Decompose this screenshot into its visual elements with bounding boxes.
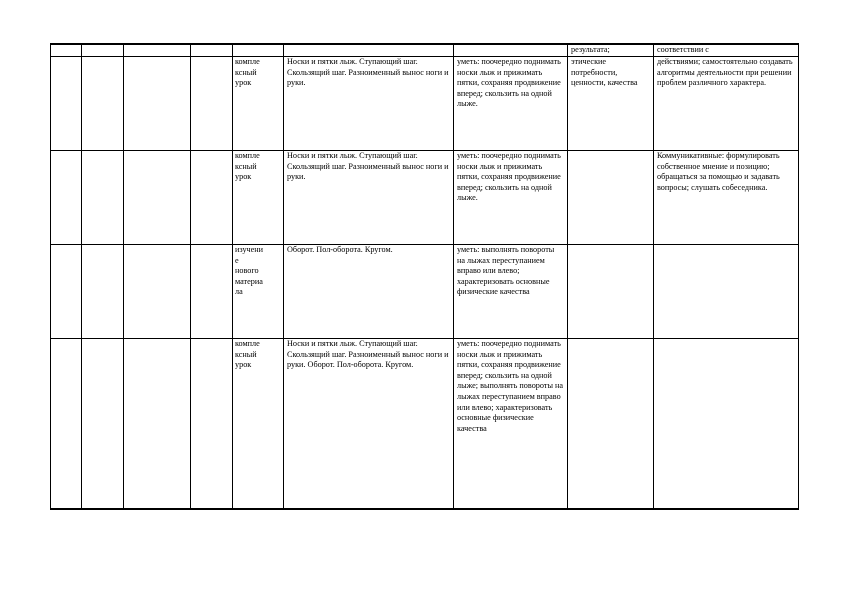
meta-results-cell [654, 151, 799, 245]
date-fact-cell [191, 339, 233, 510]
content-cell [284, 245, 454, 339]
skills-cell [454, 44, 568, 57]
lesson-plan-table [50, 43, 799, 510]
date-plan-cell [82, 339, 124, 510]
number-cell [51, 339, 82, 510]
skills-text: уметь: поочередно поднимать носки лыж и прижимать пятки, сохраняя продвижение вперед; скользить на одной лыже. [457, 151, 561, 203]
lesson-type-cell [233, 339, 284, 510]
date-fact-cell [191, 151, 233, 245]
meta-results-cell [654, 44, 799, 57]
content-cell [284, 44, 454, 57]
skills-cell [454, 245, 568, 339]
date-plan-cell [82, 151, 124, 245]
topic-cell [124, 57, 191, 151]
meta-results-text: Коммуникативные: формулировать собственное мнение и позицию; обращаться за помощью и задавать вопросы; слушать собеседника. [657, 151, 780, 192]
content-text: Носки и пятки лыж. Ступающий шаг. Скользящий шаг. Разноименный вынос ноги и руки. [287, 151, 449, 182]
personal-results-text: результата; [571, 45, 610, 54]
meta-results-text: соответствии с [657, 45, 709, 54]
topic-cell [124, 151, 191, 245]
topic-cell [124, 339, 191, 510]
number-cell [51, 151, 82, 245]
skills-cell [454, 151, 568, 245]
skills-text: уметь: выполнять повороты на лыжах переступанием вправо или влево; характеризовать основные физические качества [457, 245, 555, 297]
content-cell [284, 339, 454, 510]
personal-results-text: этические потребности, ценности, качества [571, 57, 638, 88]
content-text: Носки и пятки лыж. Ступающий шаг. Скользящий шаг. Разноименный вынос ноги и руки. Оборот. Пол-оборота. Кругом. [287, 339, 449, 370]
topic-cell [124, 245, 191, 339]
skills-cell [454, 57, 568, 151]
number-cell [51, 245, 82, 339]
lesson-type-text: компле ксный урок [235, 151, 260, 182]
personal-results-cell [568, 339, 654, 510]
table-row [51, 245, 799, 339]
number-cell [51, 44, 82, 57]
table-row [51, 339, 799, 510]
lesson-type-cell [233, 245, 284, 339]
personal-results-cell [568, 151, 654, 245]
table-row [51, 151, 799, 245]
number-cell [51, 57, 82, 151]
skills-text: уметь: поочередно поднимать носки лыж и прижимать пятки, сохраняя продвижение вперед; скользить на одной лыже. [457, 57, 561, 109]
content-text: Носки и пятки лыж. Ступающий шаг. Скользящий шаг. Разноименный вынос ноги и руки. [287, 57, 449, 88]
table-row [51, 57, 799, 151]
topic-cell [124, 44, 191, 57]
meta-results-cell [654, 245, 799, 339]
personal-results-cell [568, 245, 654, 339]
meta-results-cell [654, 57, 799, 151]
lesson-type-cell [233, 57, 284, 151]
skills-cell [454, 339, 568, 510]
content-cell [284, 57, 454, 151]
lesson-type-text: компле ксный урок [235, 339, 260, 370]
personal-results-cell [568, 57, 654, 151]
date-fact-cell [191, 245, 233, 339]
date-plan-cell [82, 57, 124, 151]
date-plan-cell [82, 44, 124, 57]
lesson-type-cell [233, 44, 284, 57]
lesson-type-text: компле ксный урок [235, 57, 260, 88]
meta-results-cell [654, 339, 799, 510]
content-cell [284, 151, 454, 245]
date-fact-cell [191, 57, 233, 151]
personal-results-cell [568, 44, 654, 57]
lesson-type-cell [233, 151, 284, 245]
skills-text: уметь: поочередно поднимать носки лыж и прижимать пятки, сохраняя продвижение вперед; скользить на одной лыже; выполнять повороты на лыжах переступанием вправо или влево; характеризовать основные физические качества [457, 339, 564, 433]
table-row [51, 44, 799, 57]
content-text: Оборот. Пол-оборота. Кругом. [287, 245, 393, 254]
date-fact-cell [191, 44, 233, 57]
meta-results-text: действиями; самостоятельно создавать алгоритмы деятельности при решении проблем различного характера. [657, 57, 793, 88]
lesson-type-text: изучени е нового материа ла [235, 245, 264, 297]
date-plan-cell [82, 245, 124, 339]
